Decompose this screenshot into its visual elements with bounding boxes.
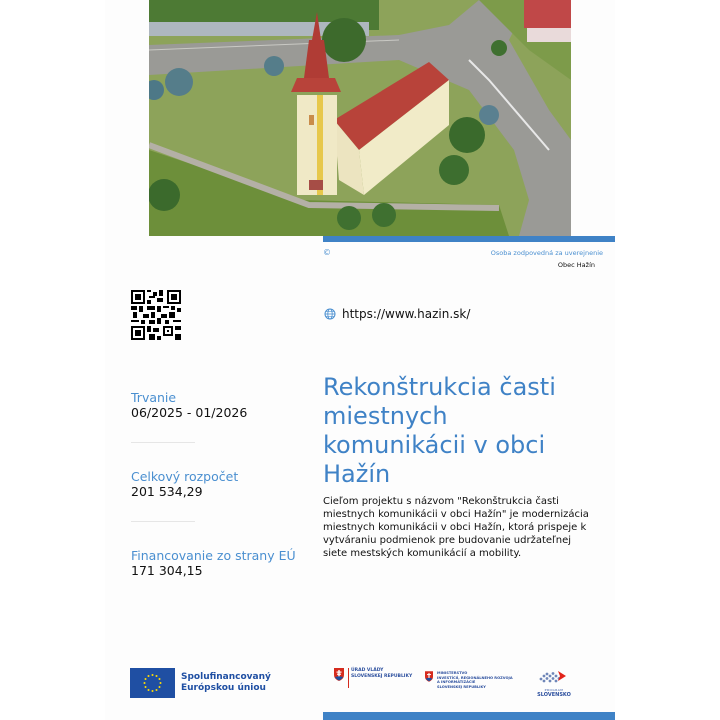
website-link[interactable]	[324, 307, 470, 321]
program-slovensko-icon	[537, 670, 571, 684]
project-title: Rekonštrukcia časti miestnych komunikácii v obci Hažín	[323, 373, 556, 488]
globe-icon	[324, 308, 336, 320]
divider	[131, 521, 195, 522]
ministry-logo-line2: INVESTÍCIÍ, REGIONÁLNEHO ROZVOJA	[437, 675, 513, 680]
eu-flag-icon	[130, 668, 175, 698]
eu-cofunded-logo	[130, 668, 271, 698]
fact-label: Trvanie	[131, 390, 177, 405]
government-office-logo	[334, 668, 412, 688]
ministry-logo-line3: A INFORMATIZÁCIE	[437, 680, 476, 685]
accent-bar-bottom	[323, 712, 615, 720]
responsible-person-label: Osoba zodpovedná za uverejnenie	[490, 249, 603, 257]
fact-value: 171 304,15	[131, 563, 203, 578]
ministry-logo	[425, 671, 513, 689]
fact-value: 201 534,29	[131, 484, 203, 499]
slovak-crest-icon	[425, 671, 433, 682]
gov-logo-line2: SLOVENSKEJ REPUBLIKY	[351, 673, 413, 679]
program-logo-sub: PROGRAM	[544, 688, 564, 692]
fact-duration	[131, 390, 301, 420]
program-slovensko-logo	[537, 669, 571, 698]
copyright-icon: ©	[323, 248, 331, 257]
eu-logo-line1: Spolufinancovaný	[181, 672, 271, 682]
program-logo-name: SLOVENSKO	[537, 692, 571, 698]
eu-logo-line2: Európskou úniou	[181, 683, 266, 693]
slovak-crest-icon	[334, 668, 344, 681]
qr-code-icon[interactable]	[131, 290, 181, 340]
project-photo	[149, 0, 571, 236]
responsible-person-value: Obec Hažín	[557, 261, 595, 269]
project-facts	[131, 390, 301, 578]
fact-value: 06/2025 - 01/2026	[131, 405, 248, 420]
fact-label: Celkový rozpočet	[131, 469, 239, 484]
gov-logo-line1: ÚRAD VLÁDY	[351, 668, 384, 673]
project-description: Cieľom projektu s názvom "Rekonštrukcia časti miestnych komunikácii v obci Hažín" je modernizácia miestnych komunikácii v obci Hažín, ktorá prispeje k vytváraniu podmienok pre budovanie udržateľnej siete mestských komunikácií a mobility.	[323, 496, 589, 559]
website-url[interactable]: https://www.hazin.sk/	[342, 307, 471, 321]
fact-total-budget	[131, 469, 301, 499]
ministry-logo-line1: MINISTERSTVO	[437, 671, 468, 675]
ministry-logo-line4: SLOVENSKEJ REPUBLIKY	[437, 684, 486, 689]
fact-label: Financovanie zo strany EÚ	[131, 548, 296, 563]
divider	[131, 442, 195, 443]
accent-bar-top	[323, 236, 615, 242]
fact-eu-funding	[131, 548, 301, 578]
